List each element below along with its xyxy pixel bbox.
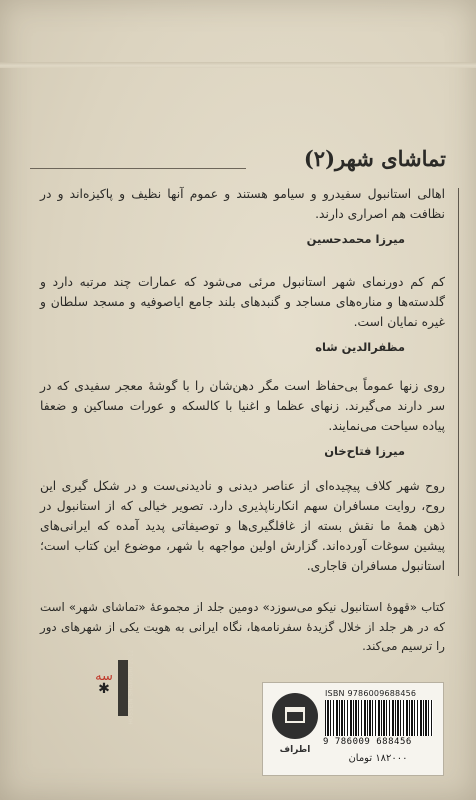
quote-border-line: [458, 188, 459, 576]
isbn-label: ISBN 9786009688456: [325, 689, 417, 698]
intro-paragraph: روح شهر کلاف پیچیده‌ای از عناصر دیدنی و نادیدنی‌ست و در شکل گیری این روح، روایت مسافران سهم انکارناپذیری دارد. تصویر خیالی که از استانبول در ذهن همهٔ ما نقش بسته از غافلگیری‌ها و توصیفاتی پدید آمده که ایرانی‌های پیشین سوغات آورده‌اند. گزارش اولین مواجهه با شهر، موضوع این کتاب است؛ استانبول مسافران قاجاری.: [40, 479, 445, 573]
publisher-logo-box: [285, 707, 305, 723]
isbn-box: [262, 682, 444, 776]
quote-block-3: [40, 376, 445, 458]
quote-text-3: روی زنها عموماً بی‌حفاظ است مگر دهن‌شان را با گوشهٔ معجر سفیدی که در سر دارند می‌گیرند. زنهای عظما و اغنیا با کالسکه و عورات مساکین و ضعفا پیاده سیاحت می‌نمایند.: [40, 379, 445, 433]
imprint-mark: [94, 670, 114, 714]
quote-author-1: میرزا محمدحسین: [306, 232, 405, 246]
imprint-mark-text: سه: [95, 669, 113, 684]
quote-author-2: مظفرالدین شاه: [315, 340, 405, 354]
isbn-digits: 9 786009 688456: [323, 737, 412, 747]
intro-block: [40, 476, 445, 576]
series-note: کتاب «قهوهٔ استانبول نیکو می‌سوزد» دومین جلد از مجموعهٔ «تماشای شهر» است که در هر جلد از خلال گزیدهٔ سفرنامه‌ها، نگاه ایرانی به هویت یکی از شهرهای دور را ترسیم می‌کند.: [40, 600, 445, 653]
designer-credit: HOSSEIN SHAKOURI 2012: [128, 649, 135, 725]
asterisk-icon: ✱: [98, 681, 110, 697]
quote-block-2: [40, 272, 445, 354]
title-underline: [30, 168, 246, 169]
quotes-section: [40, 184, 445, 579]
designer-credit-strip: [118, 649, 135, 725]
publisher-name: اطراف: [279, 745, 311, 755]
quote-text-1: اهالی استانبول سفیدرو و سیامو هستند و عموم آنها نظیف و پاکیزه‌اند و در نظافت هم اصراری دارند.: [40, 187, 445, 221]
book-title: تماشای شهر(۲): [303, 146, 446, 171]
barcode-image: [325, 700, 433, 736]
price-label: ۱۸۲۰۰۰ تومان: [348, 753, 408, 764]
quote-author-3: میرزا فتاح‌خان: [324, 444, 405, 458]
title-row: [30, 146, 446, 180]
quote-text-2: کم کم دورنمای شهر استانبول مرئی می‌شود که عمارات چند مرتبه دارد و گلدسته‌ها و مناره‌های مساجد و گنبدهای بلند جامع ایاصوفیه و مسجد سلطان و غیره نمایان است.: [40, 275, 445, 329]
cover-fold-crease: [0, 62, 476, 68]
quote-block-1: [40, 184, 445, 246]
folder-box-icon: [272, 693, 318, 739]
